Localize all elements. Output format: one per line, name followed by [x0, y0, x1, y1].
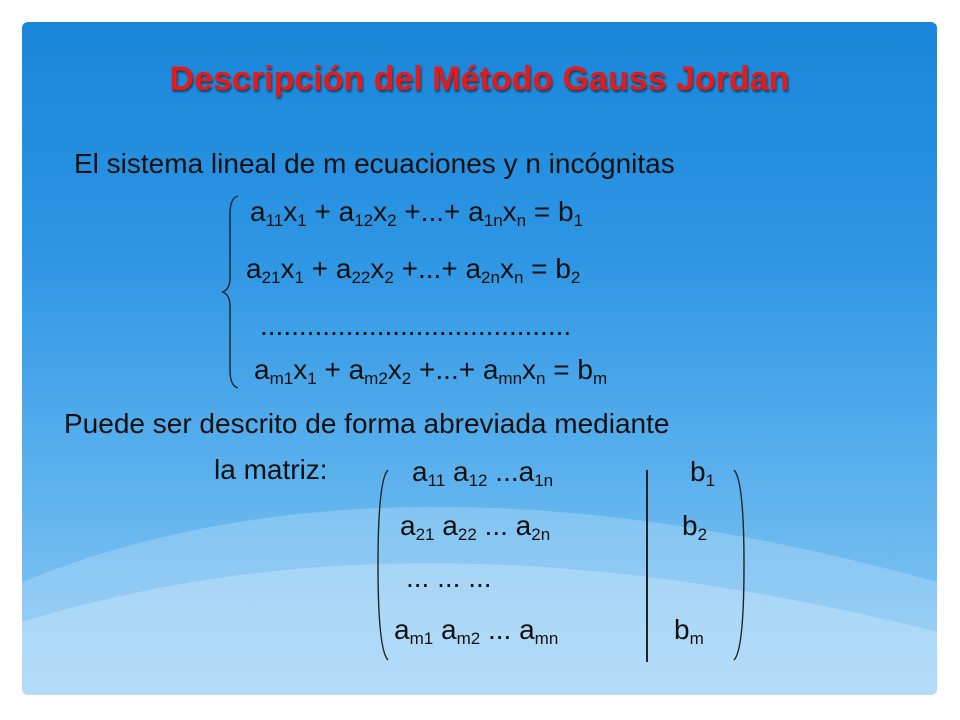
subscript: m: [689, 629, 704, 649]
subscript: mn: [498, 369, 523, 389]
subscript: 21: [261, 268, 281, 288]
augmented-divider: [646, 470, 648, 662]
matrix-row: $a_{21}$ $a_{22}$ ... $a_{2n}$: [400, 510, 551, 545]
augmented-entry: $b_m$: [674, 614, 704, 649]
equation-row: $a_{11}x_1 + a_{12}x_2$ +...+ $a_{1n}x_n = b_1$: [250, 196, 584, 231]
system-brace: [218, 194, 242, 390]
matrix-row: $a_{m1}$ $a_{m2}$ ... $a_{mn}$: [394, 614, 559, 649]
description-text: Puede ser descrito de forma abreviada mediante: [64, 408, 670, 439]
subscript: 11: [427, 471, 446, 491]
slide-title: Descripción del Método Gauss Jordan: [169, 60, 790, 98]
subscript: 1: [294, 268, 304, 288]
subscript: 12: [354, 211, 374, 231]
matrix-dots-row: ... ... ...: [406, 562, 492, 593]
subscript: 1: [573, 211, 584, 231]
subscript: 1n: [483, 211, 503, 231]
intro-text: El sistema lineal de m ecuaciones y n incógnitas: [74, 148, 675, 179]
equation-row: $a_{m1}x_1 + a_{m2}x_2$ +...+ $a_{mn}x_n = b_m$: [254, 354, 608, 389]
subscript: 2n: [481, 268, 500, 288]
subscript: m2: [456, 629, 481, 649]
subscript: 2n: [531, 525, 551, 545]
augmented-entry: $b_2$: [682, 510, 708, 545]
subscript: m: [593, 369, 608, 389]
subscript: 1: [297, 211, 307, 231]
subscript: n: [513, 268, 524, 288]
subscript: 2: [697, 525, 708, 545]
augmented-entry: $b_1$: [690, 456, 716, 491]
subscript: 1n: [534, 471, 554, 491]
subscript: 11: [265, 211, 284, 231]
subscript: m1: [269, 369, 294, 389]
slide: [22, 22, 937, 695]
subscript: 22: [351, 268, 371, 288]
matrix-label: la matriz:: [214, 454, 328, 485]
equation-dots-row: ........................................: [260, 310, 572, 341]
subscript: m1: [409, 629, 434, 649]
matrix-right-bracket: [732, 468, 748, 662]
subscript: 1: [307, 369, 317, 389]
subscript: 2: [570, 268, 581, 288]
subscript: n: [536, 369, 546, 389]
equation-row: $a_{21}x_1 + a_{22}x_2$ +...+ $a_{2n}x_n = b_2$: [246, 253, 581, 288]
subscript: 2: [384, 268, 394, 288]
subscript: m2: [364, 369, 388, 389]
subscript: 1: [705, 471, 716, 491]
subscript: 22: [457, 525, 477, 545]
subscript: 12: [468, 471, 488, 491]
subscript: 2: [387, 211, 397, 231]
subscript: 2: [401, 369, 412, 389]
subscript: n: [516, 211, 527, 231]
subscript: 21: [415, 525, 435, 545]
matrix-left-bracket: [374, 468, 390, 662]
matrix-row: $a_{11}$ $a_{12}$ $...a_{1n}$: [412, 456, 554, 491]
subscript: mn: [534, 629, 559, 649]
